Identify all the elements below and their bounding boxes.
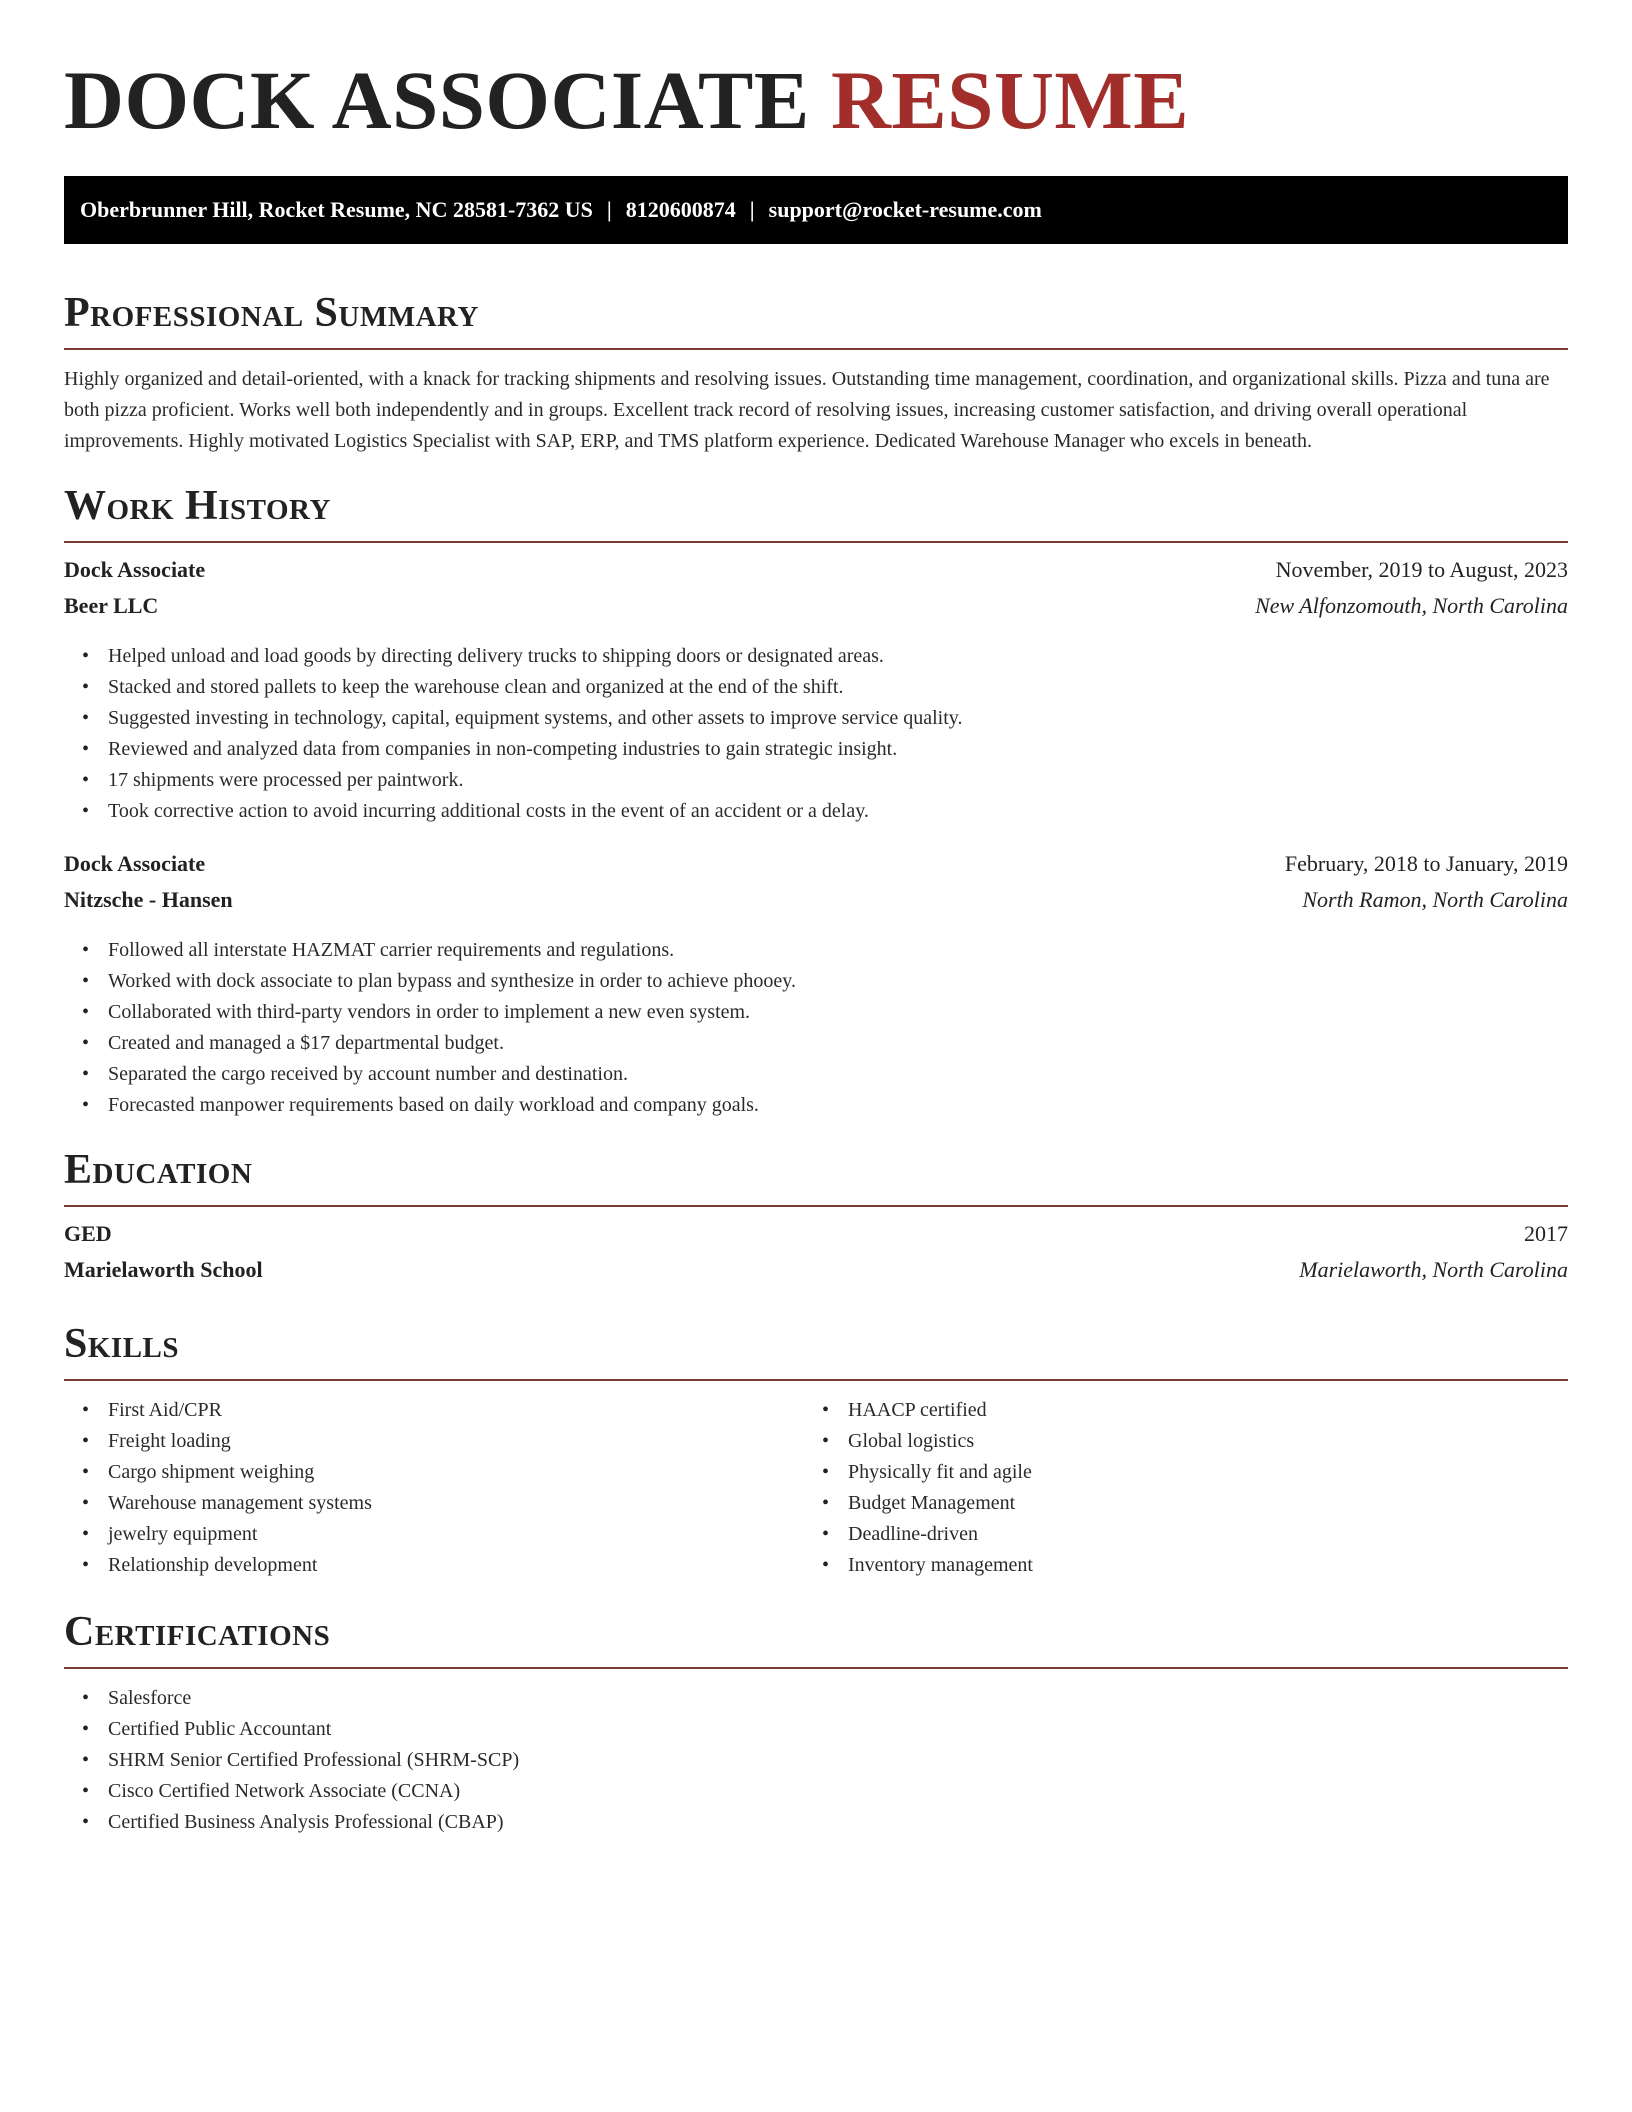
list-item: • Inventory management [848,1550,1544,1581]
contact-phone[interactable]: 8120600874 [625,197,736,222]
job-dates: February, 2018 to January, 2019 [1284,851,1568,876]
list-item: • Took corrective action to avoid incurring additional costs in the event of an accident or a delay. [108,796,1568,827]
contact-bar [64,176,1568,244]
list-item: • HAACP certified [848,1395,1544,1426]
list-item: • Collaborated with third-party vendors in order to implement a new even system. [108,997,1568,1028]
list-item: • Deadline-driven [848,1519,1544,1550]
list-item: • Salesforce [108,1683,1568,1714]
certifications-section [64,1607,1568,1838]
education-degree-row [64,1221,1568,1257]
summary-section [64,288,1568,457]
education-school: Marielaworth School [64,1257,263,1282]
education-entry [64,1221,1568,1293]
job-company: Nitzsche - Hansen [64,887,233,912]
job-dates: November, 2019 to August, 2023 [1275,557,1568,582]
education-heading: Education [64,1145,1568,1207]
job-duties [64,641,1568,827]
list-item: • Certified Public Accountant [108,1714,1568,1745]
certifications-heading: Certifications [64,1607,1568,1669]
job-location: North Ramon, North Carolina [1302,887,1568,912]
certifications-list [64,1683,1568,1838]
job-company-row [64,593,1568,629]
list-item: • Stacked and stored pallets to keep the warehouse clean and organized at the end of the shift. [108,672,1568,703]
list-item: • Suggested investing in technology, capital, equipment systems, and other assets to improve service quality. [108,703,1568,734]
job-title: Dock Associate [64,557,206,582]
skills-heading: Skills [64,1319,1568,1381]
job-entry [64,851,1568,1121]
list-item: • First Aid/CPR [108,1395,804,1426]
job-header-row [64,851,1568,887]
resume-title [64,0,1568,144]
title-main: DOCK ASSOCIATE [64,54,810,146]
list-item: • Cisco Certified Network Associate (CCNA) [108,1776,1568,1807]
list-item: • 17 shipments were processed per paintwork. [108,765,1568,796]
skills-list-left [64,1395,804,1581]
summary-text: Highly organized and detail-oriented, with a knack for tracking shipments and resolving issues. Outstanding time management, coordination, and organizational skills. Pizza and tuna are both pizza proficient. Works well both independently and in groups. Excellent track record of resolving issues, increasing customer satisfaction, and driving overall operational improvements. Highly motivated Logistics Specialist with SAP, ERP, and TMS platform experience. Dedicated Warehouse Manager who excels in beneath. [64,368,1550,452]
contact-email[interactable]: support@rocket-resume.com [768,197,1042,222]
list-item: • Forecasted manpower requirements based on daily workload and company goals. [108,1090,1568,1121]
job-duties [64,935,1568,1121]
work-history-heading: Work History [64,481,1568,543]
list-item: • jewelry equipment [108,1519,804,1550]
list-item: • Global logistics [848,1426,1544,1457]
job-title: Dock Associate [64,851,206,876]
job-company: Beer LLC [64,593,159,618]
list-item: • Helped unload and load goods by directing delivery trucks to shipping doors or designated areas. [108,641,1568,672]
list-item: • Separated the cargo received by account number and destination. [108,1059,1568,1090]
job-location: New Alfonzomouth, North Carolina [1255,593,1568,618]
education-section [64,1145,1568,1293]
list-item: • Worked with dock associate to plan bypass and synthesize in order to achieve phooey. [108,966,1568,997]
contact-address: Oberbrunner Hill, Rocket Resume, NC 28581-7362 US [80,197,593,222]
contact-separator: | [606,197,612,222]
education-year: 2017 [1524,1221,1568,1246]
list-item: • Certified Business Analysis Professional (CBAP) [108,1807,1568,1838]
job-entry [64,557,1568,827]
list-item: • Created and managed a $17 departmental budget. [108,1028,1568,1059]
list-item: • Warehouse management systems [108,1488,804,1519]
job-company-row [64,887,1568,923]
work-history-section [64,481,1568,1121]
education-location: Marielaworth, North Carolina [1299,1257,1568,1282]
list-item: • Physically fit and agile [848,1457,1544,1488]
list-item: • Cargo shipment weighing [108,1457,804,1488]
job-header-row [64,557,1568,593]
list-item: • Reviewed and analyzed data from companies in non-competing industries to gain strategic insight. [108,734,1568,765]
education-degree: GED [64,1221,112,1246]
contact-separator: | [749,197,755,222]
skills-list-right [804,1395,1544,1581]
resume-page [64,0,1568,1838]
list-item: • Relationship development [108,1550,804,1581]
title-accent: RESUME [830,54,1190,146]
summary-heading: Professional Summary [64,288,1568,350]
list-item: • Freight loading [108,1426,804,1457]
list-item: • Budget Management [848,1488,1544,1519]
education-school-row [64,1257,1568,1293]
skills-section [64,1319,1568,1581]
list-item: • SHRM Senior Certified Professional (SHRM-SCP) [108,1745,1568,1776]
skills-grid [64,1395,1568,1581]
list-item: • Followed all interstate HAZMAT carrier requirements and regulations. [108,935,1568,966]
